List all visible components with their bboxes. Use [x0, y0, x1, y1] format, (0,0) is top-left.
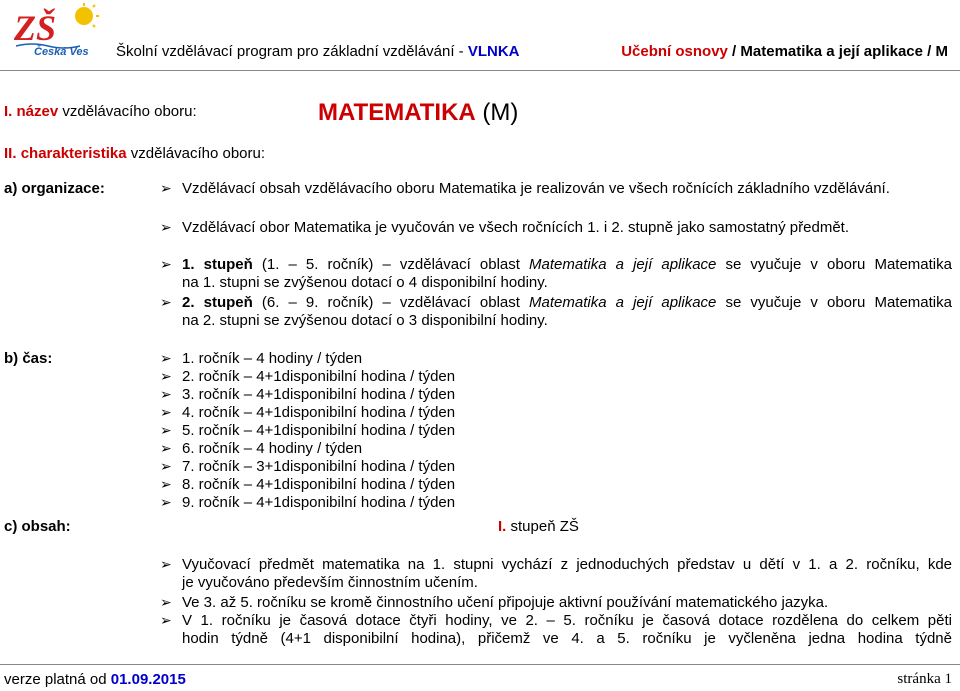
list-item: ➢ 5. ročník – 4+1disponibilní hodina / týden	[160, 422, 456, 439]
arrow-bullet-icon: ➢	[160, 257, 172, 273]
version-note: verze platná od 01.09.2015	[4, 671, 186, 688]
list-item: ➢ 8. ročník – 4+1disponibilní hodina / týden	[160, 476, 456, 493]
logo-letters: ZŠ	[14, 8, 57, 48]
section-name-label: I. název vzdělávacího oboru:	[4, 103, 197, 120]
list-item: ➢ 4. ročník – 4+1disponibilní hodina / týden	[160, 404, 456, 421]
list-item: ➢ 3. ročník – 4+1disponibilní hodina / týden	[160, 386, 456, 403]
logo-village: Česká Ves	[34, 46, 89, 58]
arrow-bullet-icon: ➢	[160, 387, 172, 403]
hours-list	[160, 350, 455, 512]
program-name: VLNKA	[467, 43, 520, 60]
arrow-bullet-icon: ➢	[160, 595, 172, 611]
arrow-bullet-icon: ➢	[160, 295, 172, 311]
list-item: ➢ 9. ročník – 4+1disponibilní hodina / týden	[160, 494, 456, 511]
subject-title: MATEMATIKA (M)	[318, 99, 519, 126]
arrow-bullet-icon: ➢	[160, 495, 172, 511]
arrow-bullet-icon: ➢	[160, 557, 172, 573]
list-item: ➢ 1. ročník – 4 hodiny / týden	[160, 350, 363, 367]
obsah-heading: I. stupeň ZŠ	[498, 518, 579, 535]
arrow-bullet-icon: ➢	[160, 477, 172, 493]
curriculum-breadcrumb: Učební osnovy / Matematika a její aplikace / M	[621, 43, 948, 60]
list-item: ➢ V 1. ročníku je časová dotace čtyři hodiny, ve 2. – 5. ročníku je časová dotace rozdělena do celkem pěti hodin týdně (4+1 disponibilní hodina), přičemž ve 4. a 5. ročníku je vyčleněna jedna hodina týdně	[160, 612, 952, 647]
school-logo	[12, 2, 104, 58]
arrow-bullet-icon: ➢	[160, 613, 172, 629]
organizace-label: a) organizace:	[4, 180, 105, 197]
list-item: ➢ Vzdělávací obor Matematika je vyučován ve všech ročnících 1. i 2. stupně jako samostatný předmět.	[160, 219, 849, 236]
list-item: ➢ 7. ročník – 3+1disponibilní hodina / týden	[160, 458, 456, 475]
header-divider	[0, 70, 960, 71]
footer-divider	[0, 664, 960, 665]
arrow-bullet-icon: ➢	[160, 369, 172, 385]
list-item: ➢ Ve 3. až 5. ročníku se kromě činnostního učení připojuje aktivní používání matematického jazyka.	[160, 594, 829, 611]
list-item: ➢ Vzdělávací obsah vzdělávacího oboru Matematika je realizován ve všech ročnících základního vzdělávání.	[160, 180, 890, 197]
page-number: stránka 1	[897, 671, 952, 687]
list-item: ➢ 1. stupeň (1. – 5. ročník) – vzdělávací oblast Matematika a její aplikace se vyučuje v oboru Matematika na 1. stupni se zvýšenou dotací o 4 disponibilní hodiny.	[160, 256, 952, 291]
list-item: ➢ 6. ročník – 4 hodiny / týden	[160, 440, 363, 457]
arrow-bullet-icon: ➢	[160, 181, 172, 197]
section-characteristics-label: II. charakteristika vzdělávacího oboru:	[4, 145, 266, 162]
cas-label: b) čas:	[4, 350, 53, 367]
list-item: ➢ Vyučovací předmět matematika na 1. stupni vychází z jednoduchých představ u dětí v 1. a 2. ročníku, kde je vyučováno především činnostním učením.	[160, 556, 952, 591]
arrow-bullet-icon: ➢	[160, 405, 172, 421]
arrow-bullet-icon: ➢	[160, 423, 172, 439]
list-item: ➢ 2. ročník – 4+1disponibilní hodina / týden	[160, 368, 456, 385]
obsah-label: c) obsah:	[4, 518, 71, 535]
arrow-bullet-icon: ➢	[160, 351, 172, 367]
arrow-bullet-icon: ➢	[160, 459, 172, 475]
list-item: ➢ 2. stupeň (6. – 9. ročník) – vzdělávací oblast Matematika a její aplikace se vyučuje v oboru Matematika na 2. stupni se zvýšenou dotací o 3 disponibilní hodiny.	[160, 294, 952, 329]
arrow-bullet-icon: ➢	[160, 220, 172, 236]
arrow-bullet-icon: ➢	[160, 441, 172, 457]
program-title: Školní vzdělávací program pro základní vzdělávání - VLNKA	[116, 43, 520, 60]
